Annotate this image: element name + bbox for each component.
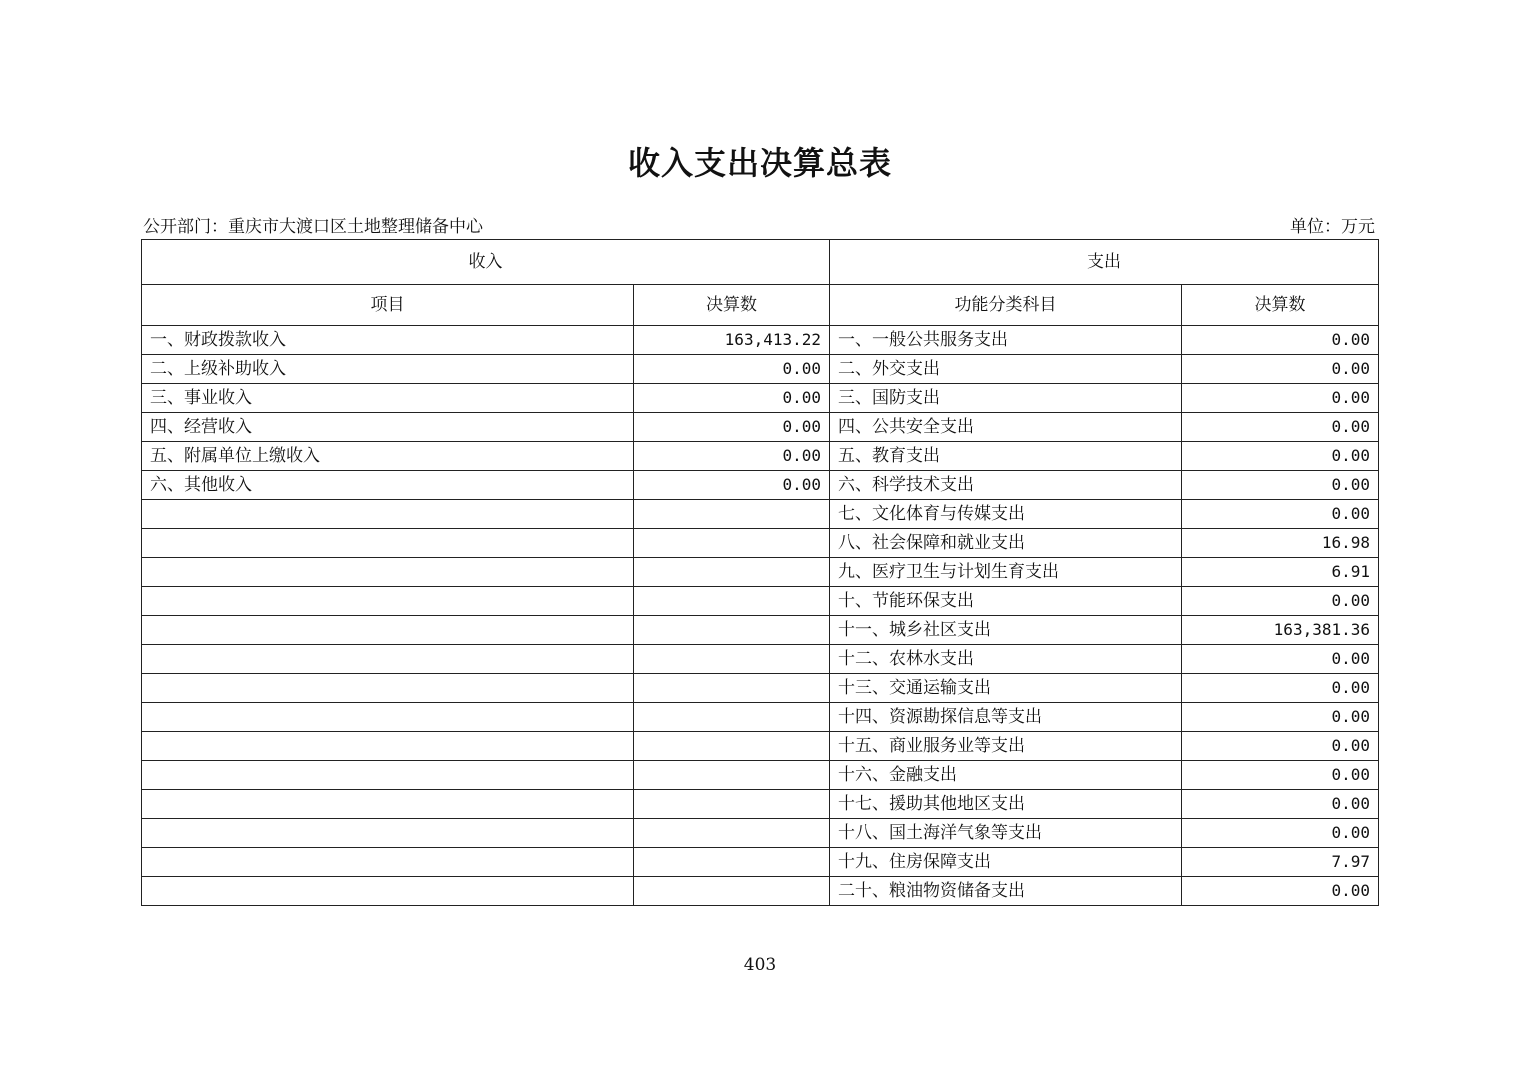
expense-item-cell: 七、文化体育与传媒支出 [830, 500, 1182, 529]
income-item-cell: 二、上级补助收入 [142, 355, 634, 384]
expense-item-cell: 十六、金融支出 [830, 761, 1182, 790]
income-item-cell: 六、其他收入 [142, 471, 634, 500]
income-amount-cell [634, 645, 830, 674]
table-row [142, 442, 1379, 471]
income-amount-cell [634, 500, 830, 529]
expense-amount-cell: 0.00 [1182, 732, 1379, 761]
income-amount-cell: 0.00 [634, 384, 830, 413]
expense-item-cell: 十七、援助其他地区支出 [830, 790, 1182, 819]
expense-item-cell: 十二、农林水支出 [830, 645, 1182, 674]
income-item-cell [142, 877, 634, 906]
table-row [142, 471, 1379, 500]
income-amount-cell [634, 790, 830, 819]
expense-amount-cell: 6.91 [1182, 558, 1379, 587]
table-row [142, 384, 1379, 413]
expense-amount-cell: 0.00 [1182, 761, 1379, 790]
income-item-cell [142, 848, 634, 877]
expense-amount-cell: 0.00 [1182, 355, 1379, 384]
income-item-cell: 四、经营收入 [142, 413, 634, 442]
expense-item-cell: 一、一般公共服务支出 [830, 326, 1182, 355]
table-row [142, 732, 1379, 761]
table-row [142, 500, 1379, 529]
table-row [142, 761, 1379, 790]
expense-amount-cell: 0.00 [1182, 703, 1379, 732]
expense-amount-cell: 0.00 [1182, 471, 1379, 500]
expense-item-cell: 八、社会保障和就业支出 [830, 529, 1182, 558]
table-row [142, 587, 1379, 616]
income-section-header: 收入 [142, 240, 830, 285]
expense-item-cell: 十五、商业服务业等支出 [830, 732, 1182, 761]
table-row [142, 848, 1379, 877]
expense-item-cell: 十一、城乡社区支出 [830, 616, 1182, 645]
table-row [142, 529, 1379, 558]
table-row [142, 674, 1379, 703]
income-amount-cell [634, 732, 830, 761]
income-amount-cell [634, 761, 830, 790]
income-item-cell [142, 703, 634, 732]
expense-amount-cell: 0.00 [1182, 500, 1379, 529]
income-expense-table [141, 239, 1379, 906]
expense-item-cell: 十四、资源勘探信息等支出 [830, 703, 1182, 732]
income-item-cell [142, 645, 634, 674]
income-amount-cell [634, 529, 830, 558]
income-item-cell: 一、财政拨款收入 [142, 326, 634, 355]
table-row [142, 355, 1379, 384]
page-title: 收入支出决算总表 [627, 144, 892, 182]
column-header-row [142, 285, 1379, 326]
income-item-cell [142, 587, 634, 616]
income-amount-cell: 0.00 [634, 355, 830, 384]
income-item-cell [142, 616, 634, 645]
income-item-cell [142, 819, 634, 848]
expense-item-header: 功能分类科目 [830, 285, 1182, 326]
expense-amount-cell: 0.00 [1182, 442, 1379, 471]
expense-amount-header: 决算数 [1182, 285, 1379, 326]
expense-amount-cell: 0.00 [1182, 674, 1379, 703]
table-row [142, 819, 1379, 848]
expense-amount-cell: 7.97 [1182, 848, 1379, 877]
income-item-cell: 三、事业收入 [142, 384, 634, 413]
expense-amount-cell: 0.00 [1182, 384, 1379, 413]
income-amount-cell [634, 587, 830, 616]
income-amount-cell [634, 674, 830, 703]
expense-item-cell: 十九、住房保障支出 [830, 848, 1182, 877]
income-item-cell [142, 500, 634, 529]
income-item-header: 项目 [142, 285, 634, 326]
table-row [142, 413, 1379, 442]
income-item-cell [142, 674, 634, 703]
expense-item-cell: 十八、国土海洋气象等支出 [830, 819, 1182, 848]
income-amount-cell: 0.00 [634, 442, 830, 471]
expense-item-cell: 二十、粮油物资储备支出 [830, 877, 1182, 906]
income-item-cell [142, 761, 634, 790]
income-amount-cell: 0.00 [634, 413, 830, 442]
income-amount-cell [634, 819, 830, 848]
expense-item-cell: 二、外交支出 [830, 355, 1182, 384]
income-amount-cell: 0.00 [634, 471, 830, 500]
expense-amount-cell: 0.00 [1182, 587, 1379, 616]
unit-label: 单位：万元 [1290, 217, 1375, 237]
expense-amount-cell: 0.00 [1182, 326, 1379, 355]
income-amount-cell [634, 558, 830, 587]
expense-item-cell: 十三、交通运输支出 [830, 674, 1182, 703]
section-header-row [142, 240, 1379, 285]
expense-item-cell: 十、节能环保支出 [830, 587, 1182, 616]
page-number: 403 [743, 955, 777, 975]
income-item-cell [142, 790, 634, 819]
expense-amount-cell: 163,381.36 [1182, 616, 1379, 645]
income-amount-cell [634, 848, 830, 877]
income-amount-cell: 163,413.22 [634, 326, 830, 355]
table-row [142, 645, 1379, 674]
table-row [142, 703, 1379, 732]
department-label: 公开部门：重庆市大渡口区土地整理储备中心 [143, 217, 483, 237]
table-row [142, 877, 1379, 906]
expense-amount-cell: 0.00 [1182, 413, 1379, 442]
income-amount-cell [634, 703, 830, 732]
expense-item-cell: 五、教育支出 [830, 442, 1182, 471]
table-body [142, 240, 1379, 906]
expense-amount-cell: 0.00 [1182, 645, 1379, 674]
table-row [142, 326, 1379, 355]
table-row [142, 616, 1379, 645]
income-item-cell: 五、附属单位上缴收入 [142, 442, 634, 471]
expense-item-cell: 六、科学技术支出 [830, 471, 1182, 500]
expense-section-header: 支出 [830, 240, 1379, 285]
income-amount-cell [634, 877, 830, 906]
table-row [142, 790, 1379, 819]
expense-item-cell: 九、医疗卫生与计划生育支出 [830, 558, 1182, 587]
expense-amount-cell: 0.00 [1182, 877, 1379, 906]
expense-item-cell: 四、公共安全支出 [830, 413, 1182, 442]
income-item-cell [142, 529, 634, 558]
expense-amount-cell: 16.98 [1182, 529, 1379, 558]
income-item-cell [142, 732, 634, 761]
expense-amount-cell: 0.00 [1182, 819, 1379, 848]
expense-item-cell: 三、国防支出 [830, 384, 1182, 413]
income-amount-header: 决算数 [634, 285, 830, 326]
income-item-cell [142, 558, 634, 587]
income-amount-cell [634, 616, 830, 645]
expense-amount-cell: 0.00 [1182, 790, 1379, 819]
table-row [142, 558, 1379, 587]
